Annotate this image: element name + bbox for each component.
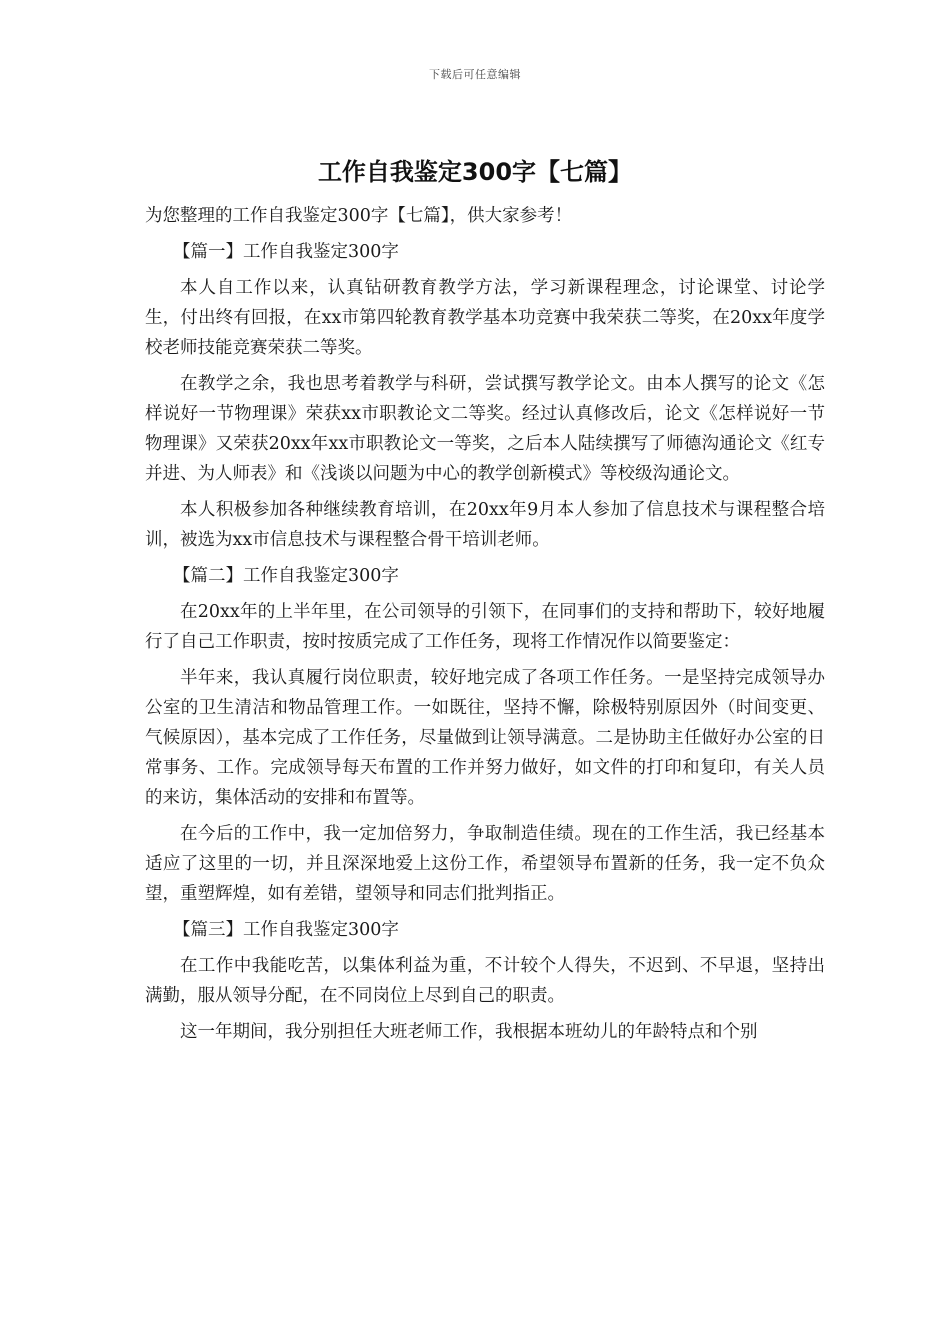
body-paragraph: 本人积极参加各种继续教育培训，在20xx年9月本人参加了信息技术与课程整合培训，被选为xx市信息技术与课程整合骨干培训老师。	[145, 500, 825, 550]
document-body	[145, 198, 825, 1050]
body-paragraph: 在20xx年的上半年里，在公司领导的引领下，在同事们的支持和帮助下，较好地履行了自己工作职责，按时按质完成了工作任务，现将工作情况作以简要鉴定：	[145, 602, 825, 652]
body-paragraph: 在今后的工作中，我一定加倍努力，争取制造佳绩。现在的工作生活，我已经基本适应了这里的一切，并且深深地爱上这份工作，希望领导布置新的任务，我一定不负众望，重塑辉煌，如有差错，望领导和同志们批判指正。	[145, 824, 825, 904]
body-paragraph: 在工作中我能吃苦，以集体利益为重，不计较个人得失，不迟到、不早退，坚持出满勤，服从领导分配，在不同岗位上尽到自己的职责。	[145, 956, 825, 1006]
section-heading-1: 【篇一】工作自我鉴定300字	[173, 242, 399, 262]
body-paragraph: 本人自工作以来，认真钻研教育教学方法，学习新课程理念，讨论课堂、讨论学生，付出终有回报，在xx市第四轮教育教学基本功竞赛中我荣获二等奖，在20xx年度学校老师技能竞赛荣获二等奖。	[145, 278, 825, 358]
section-heading-2: 【篇二】工作自我鉴定300字	[173, 566, 399, 586]
body-paragraph: 这一年期间，我分别担任大班老师工作，我根据本班幼儿的年龄特点和个别	[180, 1022, 758, 1042]
header-note: 下载后可任意编辑	[429, 68, 521, 81]
document-title: 工作自我鉴定300字【七篇】	[317, 158, 633, 186]
body-paragraph: 半年来，我认真履行岗位职责，较好地完成了各项工作任务。一是坚持完成领导办公室的卫生清洁和物品管理工作。一如既往，坚持不懈，除极特别原因外（时间变更、气候原因），基本完成了工作任务，尽量做到让领导满意。二是协助主任做好办公室的日常事务、工作。完成领导每天布置的工作并努力做好，如文件的打印和复印，有关人员的来访，集体活动的安排和布置等。	[145, 668, 825, 808]
intro-paragraph: 为您整理的工作自我鉴定300字【七篇】，供大家参考！	[145, 206, 573, 226]
section-heading-3: 【篇三】工作自我鉴定300字	[173, 920, 399, 940]
body-paragraph: 在教学之余，我也思考着教学与科研，尝试撰写教学论文。由本人撰写的论文《怎样说好一节物理课》荣获xx市职教论文二等奖。经过认真修改后，论文《怎样说好一节物理课》又荣获20xx年xx市职教论文一等奖，之后本人陆续撰写了师德沟通论文《红专并进、为人师表》和《浅谈以问题为中心的教学创新模式》等校级沟通论文。	[145, 374, 825, 484]
